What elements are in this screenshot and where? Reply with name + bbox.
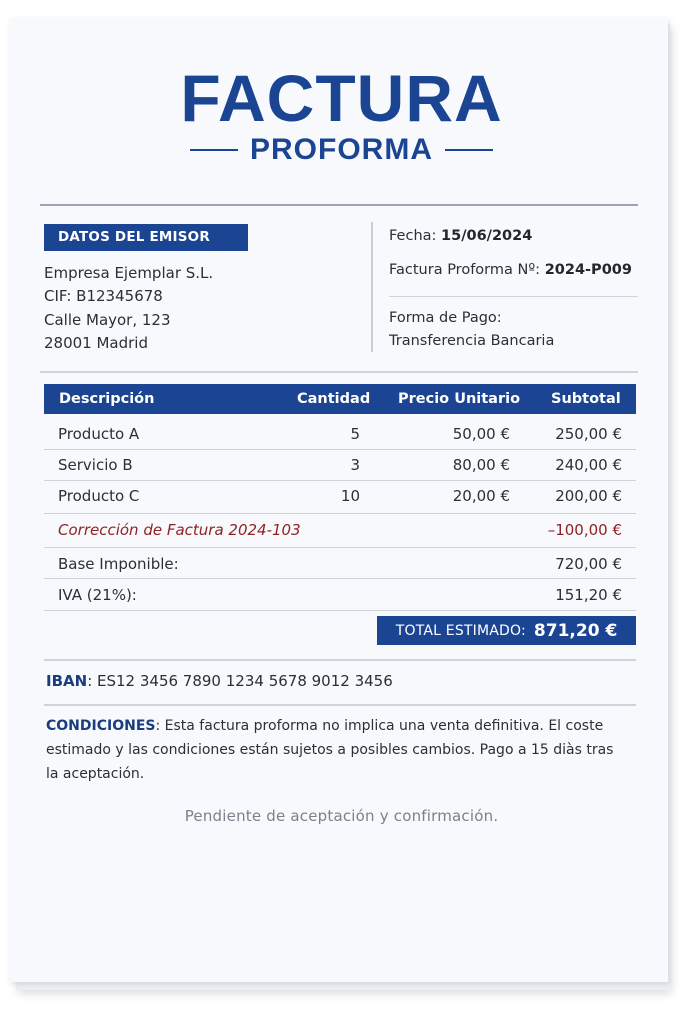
- row-2-subtotal: 240,00 €: [555, 456, 622, 474]
- section-divider: [40, 371, 638, 373]
- invoice-date: [389, 226, 532, 246]
- row-3-quantity: 10: [340, 487, 360, 505]
- date-value: 15/06/2024: [441, 228, 533, 244]
- row-divider: [44, 610, 636, 611]
- row-1-quantity: 5: [350, 425, 360, 443]
- issuer-cif: CIF: B12345678: [44, 287, 163, 305]
- col-description: Descripción: [59, 391, 155, 407]
- date-label: Fecha:: [389, 228, 437, 244]
- issuer-address: Calle Mayor, 123: [44, 311, 171, 329]
- row-divider: [44, 547, 636, 548]
- row-1-unit-price: 50,00 €: [452, 425, 510, 443]
- meta-divider: [389, 296, 638, 297]
- row-2-quantity: 3: [350, 456, 360, 474]
- header-divider: [40, 204, 638, 206]
- base-label: Base Imponible:: [58, 555, 179, 573]
- issuer-city: 28001 Madrid: [44, 334, 148, 352]
- correction-amount: –100,00 €: [547, 521, 622, 539]
- total-label: TOTAL ESTIMADO:: [395, 622, 526, 639]
- payment-method-value: Transferencia Bancaria: [389, 333, 555, 349]
- total-box: [377, 616, 636, 645]
- row-2-unit-price: 80,00 €: [452, 456, 510, 474]
- correction-description: Corrección de Factura 2024-103: [58, 521, 301, 539]
- row-divider: [44, 578, 636, 579]
- issuer-company: Empresa Ejemplar S.L.: [44, 264, 214, 282]
- col-subtotal: Subtotal: [551, 391, 621, 407]
- vat-value: 151,20 €: [555, 586, 622, 604]
- document-title: FACTURA: [180, 61, 503, 135]
- iban-value: : ES12 3456 7890 1234 5678 9012 3456: [87, 672, 393, 690]
- iban-line: [46, 671, 393, 691]
- row-3-description: Producto C: [58, 487, 140, 505]
- col-quantity: Cantidad: [297, 391, 371, 407]
- row-3-unit-price: 20,00 €: [452, 487, 510, 505]
- row-1-description: Producto A: [58, 425, 140, 443]
- conditions: [46, 714, 626, 786]
- iban-divider-top: [44, 659, 636, 661]
- title-rule-left: [190, 149, 238, 151]
- base-value: 720,00 €: [555, 555, 622, 573]
- title-rule-right: [445, 149, 493, 151]
- conditions-label: CONDICIONES: [46, 718, 156, 734]
- document-subtitle: PROFORMA: [250, 133, 433, 166]
- row-2-description: Servicio B: [58, 456, 133, 474]
- invoice-number: [389, 260, 632, 280]
- row-divider: [44, 449, 636, 450]
- number-label: Factura Proforma Nº:: [389, 262, 541, 278]
- pending-status: Pendiente de aceptación y confirmación.: [184, 807, 499, 825]
- row-1-subtotal: 250,00 €: [555, 425, 622, 443]
- payment-method-label: Forma de Pago:: [389, 310, 502, 326]
- row-3-subtotal: 200,00 €: [555, 487, 622, 505]
- issuer-section-label: DATOS DEL EMISOR: [44, 224, 248, 251]
- row-divider: [44, 480, 636, 481]
- number-value: 2024-P009: [544, 262, 632, 278]
- iban-divider-bottom: [44, 704, 636, 706]
- items-table-header: [44, 384, 636, 414]
- conditions-text: : Esta factura proforma no implica una venta definitiva. El coste estimado y las condiciones están sujetos a posibles cambios. Pago a 15 diàs tras la aceptación.: [46, 718, 614, 782]
- row-divider: [44, 513, 636, 514]
- document-subtitle-row: [0, 132, 683, 168]
- meta-vertical-divider: [371, 222, 373, 352]
- total-value: 871,20 €: [533, 620, 618, 641]
- iban-label: IBAN: [46, 672, 88, 690]
- col-unit-price: Precio Unitario: [398, 391, 521, 407]
- vat-label: IVA (21%):: [58, 586, 137, 604]
